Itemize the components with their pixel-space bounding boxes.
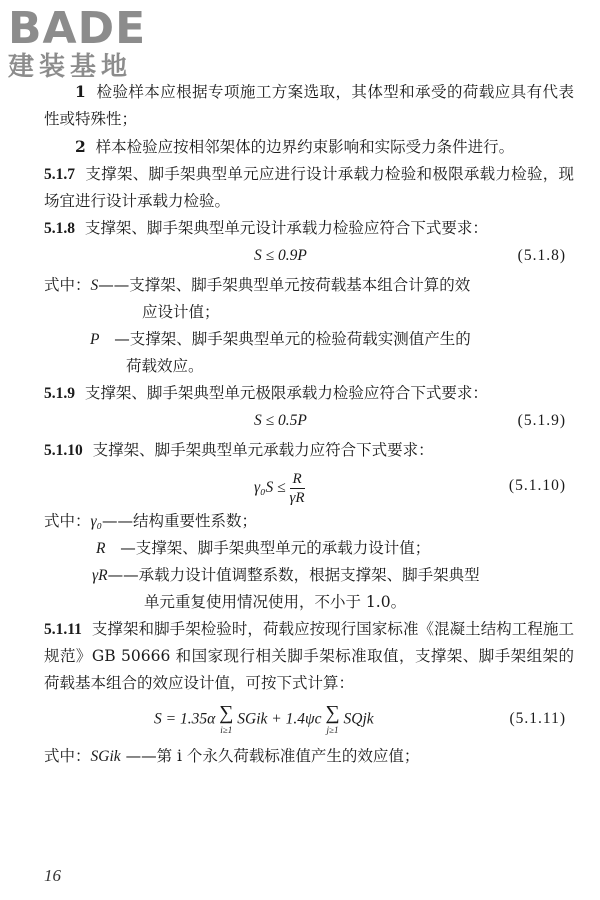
item-1 [44, 78, 574, 133]
definition-gamma0-symbol: γ₀ [90, 513, 103, 530]
clause-5-1-10 [44, 437, 574, 464]
formula-5-1-9-expression: S ≤ 0.5P [254, 412, 307, 429]
clause-5-1-9 [44, 380, 574, 407]
formula-5-1-10-number: (5.1.10) [508, 477, 566, 494]
definition-S-symbol: S [90, 277, 99, 294]
formula-5-1-11 [44, 697, 574, 743]
definition-S-line1: ——支撑架、脚手架典型单元按荷载基本组合计算的效 [98, 276, 471, 294]
definition-R-symbol: R [96, 540, 106, 557]
clause-5-1-11-text: 支撑架和脚手架检验时，荷载应按现行国家标准《混凝土结构工程施工规范》GB 50666 和国家现行相关脚手架标准取值，支撑架、脚手架组架的荷载基本组合的效应设计值，可按下式计算： [44, 620, 574, 692]
item-2 [44, 133, 574, 161]
definition-SGik-line1: ——第 i 个永久荷载标准值产生的效应值； [125, 747, 420, 765]
definition-gammaR-continuation: 单元重复使用情况使用，不小于 1.0。 [144, 593, 407, 611]
clause-5-1-8-text: 支撑架、脚手架典型单元设计承载力检验应符合下式要求： [84, 219, 488, 237]
summation-2-limit: j≥1 [326, 725, 339, 735]
clause-5-1-7 [44, 161, 574, 215]
clause-5-1-10-number: 5.1.10 [44, 442, 83, 459]
clause-5-1-11 [44, 616, 574, 697]
item-2-text: 样本检验应按相邻架体的边界约束影响和实际受力条件进行。 [95, 138, 515, 156]
summation-2 [325, 703, 339, 737]
formula-5-1-10-expression [254, 470, 305, 507]
formula-5-1-11-part2: + 1.4ψc [271, 710, 322, 728]
definition-P-continuation: 荷载效应。 [126, 357, 204, 375]
clause-5-1-9-number: 5.1.9 [44, 385, 75, 402]
definition-R [44, 535, 574, 562]
sigma-icon: ∑ [219, 702, 234, 724]
watermark-chinese: 建装基地 [8, 52, 133, 82]
formula-5-1-10 [44, 464, 574, 508]
summation-1 [219, 703, 233, 737]
formula-5-1-8-number: (5.1.8) [517, 247, 566, 264]
clause-5-1-9-text: 支撑架、脚手架典型单元极限承载力检验应符合下式要求： [84, 384, 488, 402]
clause-5-1-7-text: 支撑架、脚手架典型单元应进行设计承载力检验和极限承载力检验，现场宜进行设计承载力检验。 [44, 165, 574, 210]
summation-1-limit: i≥1 [220, 725, 233, 735]
formula-5-1-9 [44, 407, 574, 437]
definition-SGik-symbol: SGik [90, 748, 121, 765]
definition-lead: 式中： [44, 512, 91, 530]
definition-gamma0-line1: ——结构重要性系数； [102, 512, 258, 530]
definition-S-continuation: 应设计值； [142, 303, 220, 321]
clause-5-1-8 [44, 215, 574, 242]
definition-lead: 式中： [44, 747, 91, 765]
formula-5-1-9-number: (5.1.9) [517, 412, 566, 429]
definition-P [44, 326, 574, 353]
formula-5-1-8-expression: S ≤ 0.9P [254, 247, 307, 264]
definition-gamma0 [44, 508, 574, 535]
formula-5-1-10-lhs: γ₀S ≤ [254, 479, 286, 497]
item-1-text: 检验样本应根据专项施工方案选取，其体型和承受的荷载应具有代表性或特殊性； [44, 83, 574, 128]
definition-gammaR-line1: ——承载力设计值调整系数，根据支撑架、脚手架典型 [107, 566, 480, 584]
watermark-latin: BADE [8, 3, 147, 54]
formula-5-1-11-expression [154, 703, 374, 737]
page-number: 16 [44, 866, 61, 885]
formula-5-1-10-fraction [290, 470, 305, 507]
definition-gammaR-symbol: γR [92, 567, 108, 584]
definition-P-line1: —支撑架、脚手架典型单元的检验荷载实测值产生的 [114, 330, 471, 348]
formula-5-1-11-part1: S = 1.35α [154, 710, 216, 728]
sigma-icon: ∑ [325, 702, 340, 724]
definition-R-line1: —支撑架、脚手架典型单元的承载力设计值； [120, 539, 431, 557]
clause-5-1-8-number: 5.1.8 [44, 220, 75, 237]
formula-5-1-11-term1: SGik [237, 710, 268, 728]
formula-5-1-11-term2: SQjk [343, 710, 374, 728]
fraction-numerator: R [290, 470, 305, 489]
formula-5-1-11-number: (5.1.11) [509, 710, 566, 727]
item-2-number: 2 [75, 137, 86, 156]
definition-SGik [44, 743, 574, 770]
fraction-denominator: γR [289, 490, 305, 506]
clause-5-1-10-text: 支撑架、脚手架典型单元承载力应符合下式要求： [92, 441, 434, 459]
clause-5-1-11-number: 5.1.11 [44, 621, 82, 638]
document-body [44, 78, 574, 770]
definition-S [44, 272, 574, 299]
item-1-number: 1 [75, 82, 86, 101]
definition-lead: 式中： [44, 276, 91, 294]
definition-gammaR [44, 562, 574, 589]
definition-P-symbol: P [90, 331, 100, 348]
formula-5-1-8 [44, 242, 574, 272]
clause-5-1-7-number: 5.1.7 [44, 166, 75, 183]
